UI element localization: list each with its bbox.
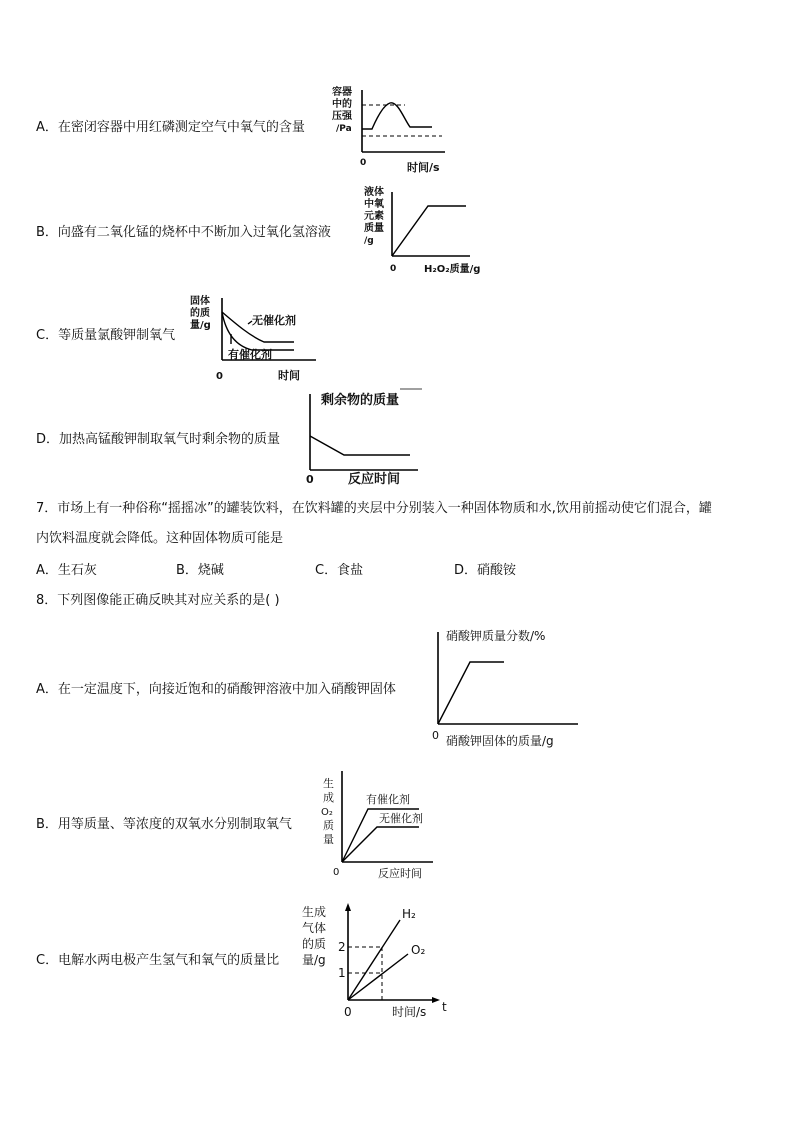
g5-xlabel: 硝酸钾固体的质量/g	[446, 734, 554, 748]
graph-solid-mass-vs-time	[186, 294, 326, 384]
g5-origin: 0	[432, 729, 439, 742]
option-d-label: D．加热高锰酸钾制取氧气时剩余物的质量	[36, 432, 281, 447]
graph-electrolysis-gas-mass	[300, 900, 460, 1025]
graph-oxygen-mass-vs-h2o2	[358, 186, 498, 281]
g3-curve1-label: 无催化剂	[252, 314, 296, 327]
g6-origin: 0	[333, 867, 340, 878]
g5-ylabel: 硝酸钾质量分数/%	[446, 629, 546, 643]
g4-xlabel: 反应时间	[348, 472, 401, 487]
g7-tick-2: 2	[338, 940, 346, 954]
g6-ylabel-1: 生	[323, 777, 334, 790]
g3-ylabel-1: 固体	[190, 296, 210, 307]
q7-option-a: A．生石灰	[36, 563, 97, 578]
g1-ylabel-1: 容器	[332, 87, 352, 98]
g7-axis-end: t	[442, 1000, 447, 1014]
g4-origin: 0	[306, 473, 314, 486]
g2-ylabel-3: 元素	[364, 211, 384, 222]
graph-pressure-vs-time	[330, 85, 470, 180]
g7-xlabel: 时间/s	[392, 1005, 427, 1019]
g7-series2-label: O₂	[411, 943, 426, 957]
g7-ylabel-1: 生成	[302, 905, 327, 919]
g6-xlabel: 反应时间	[378, 867, 422, 880]
q8-stem: 8．下列图像能正确反映其对应关系的是( )	[36, 593, 280, 608]
q7-option-d: D．硝酸铵	[454, 563, 517, 578]
g2-xlabel: H₂O₂质量/g	[424, 264, 481, 275]
q8-option-a-label: A．在一定温度下，向接近饱和的硝酸钾溶液中加入硝酸钾固体	[36, 682, 396, 697]
g6-curve2-label: 无催化剂	[379, 812, 423, 825]
g7-origin: 0	[344, 1005, 352, 1019]
g6-ylabel-5: 量	[323, 833, 334, 846]
g1-ylabel-4: /Pa	[336, 124, 352, 134]
g2-ylabel-4: 质量	[364, 223, 384, 234]
q7-line1: 7．市场上有一种俗称“摇摇冰”的罐装饮料，在饮料罐的夹层中分别装入一种固体物质和水,饮用前摇动使它们混合，罐	[36, 501, 712, 516]
g1-ylabel-2: 中的	[332, 99, 352, 110]
q7-option-c: C．食盐	[315, 563, 364, 578]
g7-series1-label: H₂	[402, 907, 416, 921]
g2-ylabel-1: 液体	[364, 187, 384, 198]
g1-ylabel-3: 压强	[332, 111, 352, 122]
g3-origin: 0	[216, 371, 223, 382]
g3-ylabel-3: 量/g	[190, 320, 211, 331]
g7-ylabel-3: 的质	[302, 937, 327, 951]
option-a-label: A．在密闭容器中用红磷测定空气中氧气的含量	[36, 120, 305, 135]
q8-option-c-label: C．电解水两电极产生氢气和氧气的质量比	[36, 953, 280, 968]
g3-ylabel-2: 的质	[190, 308, 210, 319]
g6-ylabel-2: 成	[323, 791, 334, 804]
g6-ylabel-3: O₂	[321, 807, 333, 818]
graph-kno3-fraction	[428, 624, 588, 754]
g1-origin: 0	[360, 158, 367, 168]
g7-ylabel-4: 量/g	[302, 953, 326, 967]
q7-option-b: B．烧碱	[176, 563, 224, 578]
graph-residue-mass-vs-time	[300, 386, 430, 486]
g6-curve1-label: 有催化剂	[366, 793, 410, 806]
g7-ylabel-2: 气体	[302, 921, 327, 935]
g6-ylabel-4: 质	[323, 819, 334, 832]
g3-curve2-label: 有催化剂	[228, 348, 272, 361]
g2-origin: 0	[390, 264, 397, 274]
option-b-label: B．向盛有二氧化锰的烧杯中不断加入过氧化氢溶液	[36, 225, 331, 240]
q8-option-b-label: B．用等质量、等浓度的双氧水分别制取氧气	[36, 817, 292, 832]
g2-ylabel-5: /g	[364, 236, 374, 246]
g2-ylabel-2: 中氧	[364, 199, 384, 210]
g1-xlabel: 时间/s	[407, 161, 440, 174]
g7-tick-1: 1	[338, 966, 346, 980]
option-c-label: C．等质量氯酸钾制氧气	[36, 328, 176, 343]
graph-o2-vs-time-catalyst	[315, 765, 440, 883]
g3-xlabel: 时间	[278, 369, 300, 382]
g4-ylabel: 剩余物的质量	[321, 393, 400, 408]
q7-line2: 内饮料温度就会降低。这种固体物质可能是	[36, 531, 284, 546]
